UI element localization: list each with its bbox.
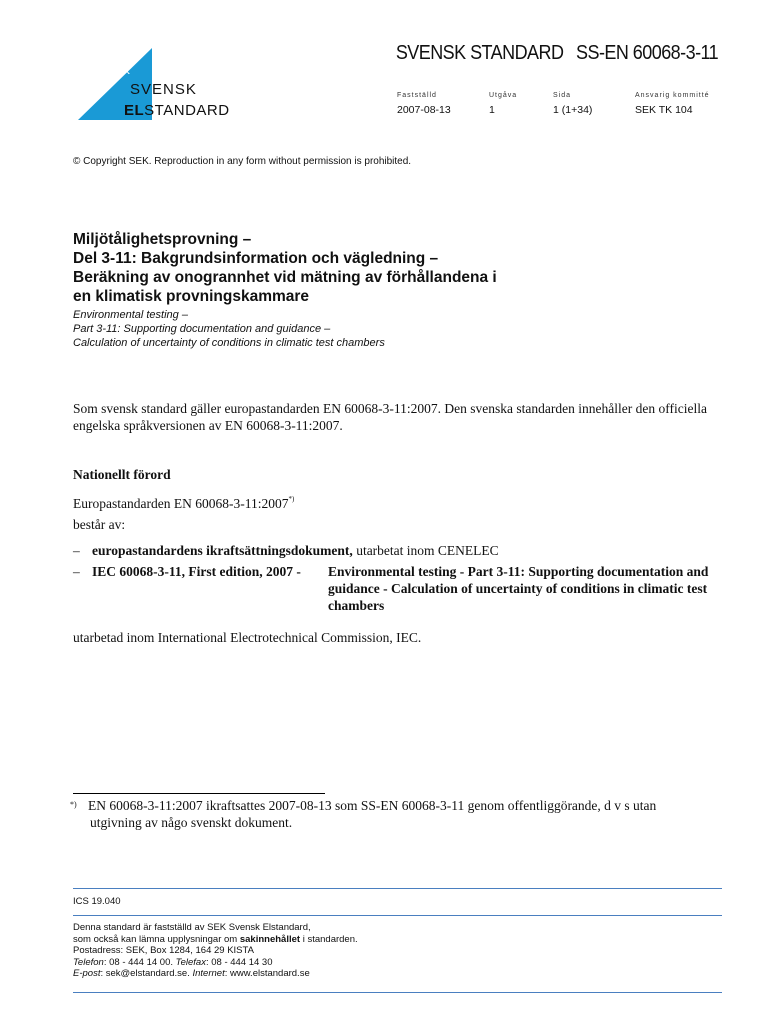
meta-value-faststalld: 2007-08-13	[397, 104, 451, 116]
footer-contact	[73, 922, 358, 980]
title-english	[73, 308, 385, 350]
phone-label: Telefon	[73, 956, 104, 968]
footer-line-2-c: i standarden.	[300, 933, 358, 945]
meta-label-faststalld: Fastställd	[397, 92, 437, 99]
meta-value-kommitte: SEK TK 104	[635, 104, 693, 116]
intro-paragraph: Som svensk standard gäller europastandarden EN 60068-3-11:2007. Den svenska standarden innehåller den officiella engelska språkversionen av EN 60068-3-11:2007.	[73, 401, 707, 433]
footer-line-2-a: som också kan lämna upplysningar om	[73, 933, 240, 945]
footer-line-2-bold: sakinnehållet	[239, 933, 301, 945]
list-dash: –	[73, 543, 80, 558]
meta-label-sida: Sida	[553, 92, 572, 99]
logo-sek: SEK	[108, 65, 131, 77]
title-en-line: Part 3-11: Supporting documentation and guidance –	[73, 323, 331, 335]
logo-el: EL	[124, 102, 145, 119]
foreword-closing: utarbetad inom International Electrotechnical Commission, IEC.	[73, 630, 422, 645]
list-dash: –	[73, 564, 80, 579]
standard-number: SS-EN 60068-3-11	[575, 42, 718, 64]
title-sv-line: Del 3-11: Bakgrundsinformation och vägledning –	[73, 250, 439, 267]
phone-value: : 08 - 444 14 00.	[103, 956, 176, 968]
footer-address: Postadress: SEK, Box 1284, 164 29 KISTA	[73, 945, 254, 956]
list-item-1	[92, 542, 499, 559]
title-sv-line: Beräkning av onogrannhet vid mätning av förhållandena i	[73, 269, 497, 286]
logo-svensk: SVENSK	[130, 81, 197, 98]
list-item-1-bold: europastandardens ikraftsättningsdokument,	[92, 543, 353, 558]
meta-label-kommitte: Ansvarig kommitté	[635, 92, 710, 99]
meta-value-utgava: 1	[489, 104, 495, 116]
title-sv-line: Miljötålighetsprovning –	[73, 231, 252, 248]
list-item-2-ref: IEC 60068-3-11, First edition, 2007 -	[92, 564, 301, 579]
footer-line-2	[73, 934, 358, 946]
email-label: E-post	[73, 968, 101, 979]
meta-label-utgava: Utgåva	[489, 92, 518, 99]
footnote-rule	[73, 793, 325, 794]
ics-code: ICS 19.040	[73, 896, 121, 907]
title-sv-line: en klimatisk provningskammare	[73, 288, 310, 305]
footnote-mark: *)	[70, 800, 77, 809]
foreword-line-1	[73, 491, 294, 512]
footer-phone-fax	[73, 957, 358, 969]
sek-logo	[78, 48, 238, 120]
footnote-text-line-2: utgivning av någo svenskt dokument.	[90, 815, 293, 830]
list-item-1-rest: utarbetat inom CENELEC	[352, 543, 499, 558]
foreword-standard-ref: Europastandarden EN 60068-3-11:2007	[73, 496, 289, 511]
copyright-notice: © Copyright SEK. Reproduction in any form without permission is prohibited.	[73, 156, 412, 167]
foreword-line-2: består av:	[73, 517, 126, 532]
footnote-text-line-1: EN 60068-3-11:2007 ikraftsattes 2007-08-13 som SS-EN 60068-3-11 genom offentliggörande, d v s utan	[88, 798, 657, 813]
footer-email-web	[73, 968, 358, 980]
web-label: Internet	[192, 968, 225, 979]
logo-standard: STANDARD	[144, 102, 230, 119]
email-value: : sek@elstandard.se.	[100, 968, 193, 979]
foreword-heading: Nationellt förord	[73, 467, 171, 482]
footnote-marker: *)	[288, 495, 295, 503]
footer-rule-top	[73, 888, 722, 889]
footer-line-1: Denna standard är fastställd av SEK Svensk Elstandard,	[73, 922, 311, 933]
title-en-line: Calculation of uncertainty of conditions in climatic test chambers	[73, 337, 385, 349]
fax-value: : 08 - 444 14 30	[205, 956, 273, 968]
standard-type: SVENSK STANDARD	[395, 42, 564, 64]
title-swedish	[73, 230, 497, 306]
meta-value-sida: 1 (1+34)	[553, 104, 593, 116]
logo-elstandard	[124, 102, 230, 119]
list-item-2-title: Environmental testing - Part 3-11: Supporting documentation and guidance - Calculation of uncertainty of conditions in climatic test chambers	[328, 564, 709, 613]
fax-label: Telefax	[175, 956, 206, 968]
web-value: : www.elstandard.se	[224, 968, 310, 979]
footer-rule-bottom	[73, 992, 722, 993]
footer-rule-middle	[73, 915, 722, 916]
title-en-line: Environmental testing –	[73, 309, 188, 321]
standard-header	[396, 42, 718, 65]
